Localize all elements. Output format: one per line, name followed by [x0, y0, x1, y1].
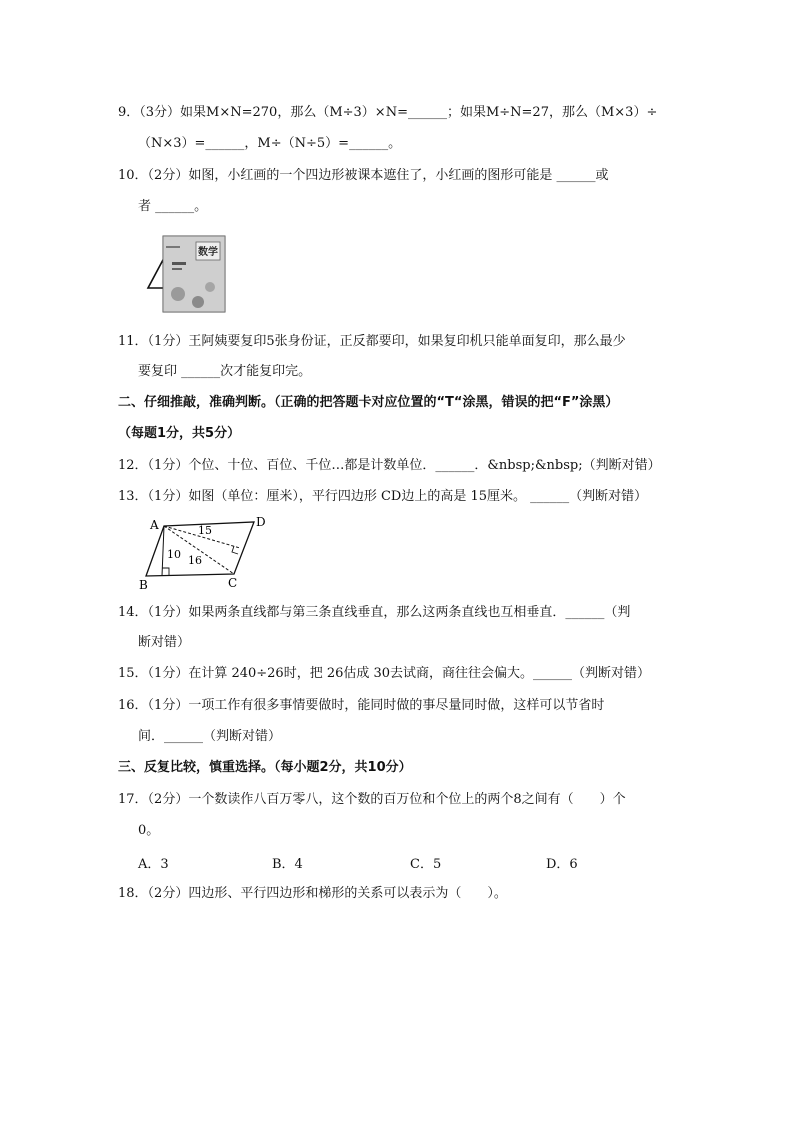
quadrilateral-visible-edges — [148, 258, 164, 288]
option-b[interactable]: B．4 — [272, 857, 303, 872]
height-10 — [162, 526, 164, 576]
q16-line1: 16．（1分）一项工作有很多事情要做时，能同时做的事尽量同时做，这样可以节省时 — [118, 698, 605, 713]
label-d: D — [256, 515, 266, 529]
q16-line2: 间．______（判断对错） — [138, 729, 282, 744]
q10-line2: 者 ______。 — [138, 199, 208, 214]
option-c[interactable]: C．5 — [410, 857, 442, 872]
q12-line1: 12．（1分）个位、十位、百位、千位…都是计数单位．______．&nbsp;&nbsp;（判断对错） — [118, 458, 661, 473]
label-c: C — [228, 576, 238, 590]
label-15: 15 — [198, 524, 212, 537]
q13-line1: 13．（1分）如图（单位：厘米），平行四边形 CD边上的高是 15厘米。 ______（判断对错） — [118, 489, 648, 504]
label-a: A — [150, 518, 159, 532]
textbook-figure — [138, 232, 238, 314]
q17-options — [138, 853, 618, 871]
q10-line1: 10．（2分）如图，小红画的一个四边形被课本遮住了，小红画的图形可能是 ______或 — [118, 168, 609, 183]
q15-line1: 15．（1分）在计算 240÷26时，把 26估成 30去试商，商往往会偏大。______（判断对错） — [118, 666, 651, 681]
q11-line2: 要复印 ______次才能复印完。 — [138, 364, 312, 379]
q11-line1: 11．（1分）王阿姨要复印5张身份证，正反都要印，如果复印机只能单面复印，那么最少 — [118, 334, 626, 349]
q18-line1: 18．（2分）四边形、平行四边形和梯形的关系可以表示为（ ）。 — [118, 886, 507, 901]
section2-heading-line2: （每题1分，共5分） — [118, 426, 241, 441]
q9-line2: （N×3）=______，M÷（N÷5）=______。 — [138, 136, 402, 151]
label-10: 10 — [167, 548, 181, 561]
option-a[interactable]: A．3 — [138, 857, 169, 872]
textbook-title: 数学 — [198, 247, 218, 258]
option-d[interactable]: D．6 — [546, 857, 578, 872]
q14-line2: 断对错） — [138, 635, 191, 650]
section3-heading: 三、反复比较，慎重选择。（每小题2分，共10分） — [118, 760, 412, 775]
q14-line1: 14．（1分）如果两条直线都与第三条直线垂直，那么这两条直线也互相垂直．______（判 — [118, 605, 631, 620]
q17-line1: 17．（2分）一个数读作八百万零八，这个数的百万位和个位上的两个8之间有（ ）个 — [118, 792, 626, 807]
parallelogram-figure — [138, 514, 278, 594]
q9-line1: 9．（3分）如果M×N=270，那么（M÷3）×N=______；如果M÷N=27，那么（M×3）÷ — [118, 105, 658, 120]
label-16: 16 — [188, 554, 202, 567]
section2-heading-line1: 二、仔细推敲，准确判断。（正确的把答题卡对应位置的“T“涂黑，错误的把“F”涂黑） — [118, 395, 619, 410]
label-b: B — [139, 578, 148, 592]
q17-line2: 0。 — [138, 823, 160, 838]
